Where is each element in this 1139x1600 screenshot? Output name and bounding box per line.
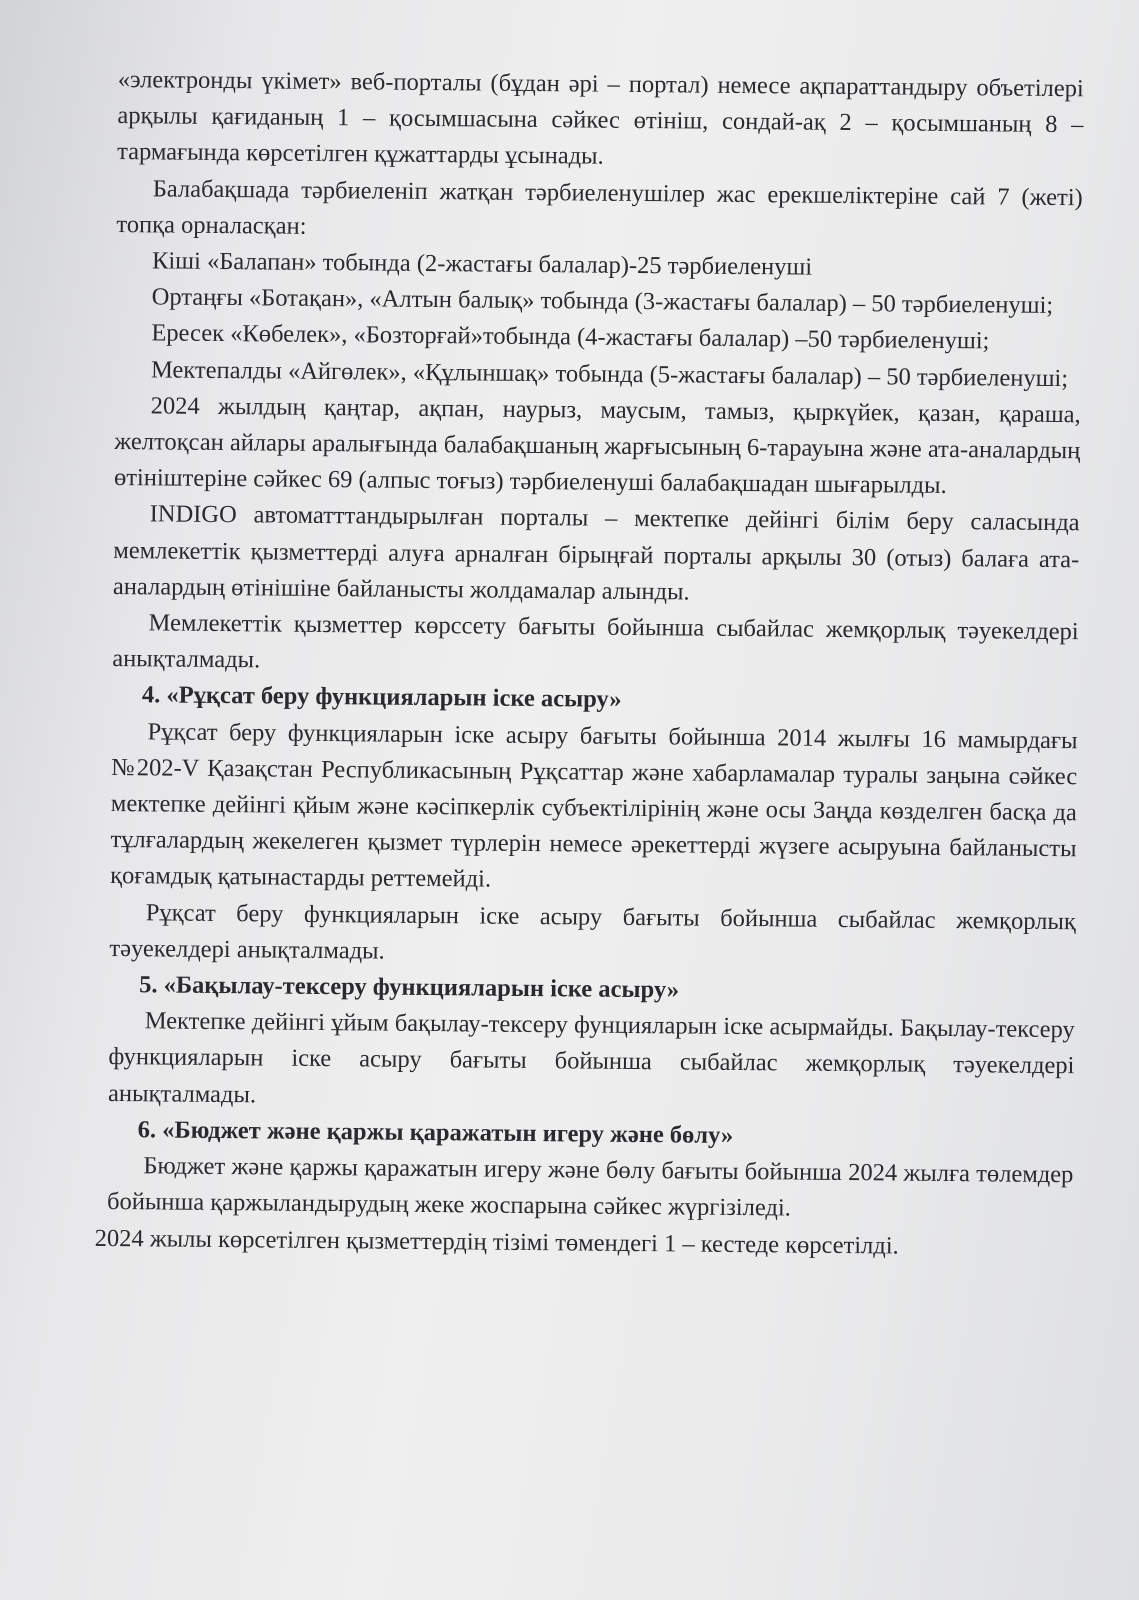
section-heading-6: 6. «Бюджет және қаржы қаражатын игеру және бөлу» [137,1116,734,1149]
paragraph: Мектепке дейінгі ұйым бақылау-тексеру фунцияларын іске асырмайды. Бақылау-тексеру функцияларын іске асыру бағыты бойынша сыбайлас жемқорлық тәуекелдері анықталмады. [107,1007,1075,1109]
paragraph: Ортаңғы «Ботақан», «Алтын балық» тобында (3-жастағы балалар) – 50 тәрбиеленуші; [151,283,1054,320]
section-heading-4: 4. «Рұқсат беру функцияларын іске асыру» [141,681,622,714]
paragraph: INDIGO автоматттандырылған порталы – мектепке дейінгі білім беру саласында мемлекеттік қызметтерді алуға арналған бірыңғай порталы арқылы 30 (отыз) балаға ата-аналардың өтінішіне байланысты жолдамалар алынды. [112,500,1080,606]
paragraph: Балабақшада тәрбиеленіп жатқан тәрбиеленушілер жас ерекшеліктеріне сай 7 (жеті) топқа орналасқан: [116,174,1083,240]
section-heading-5: 5. «Бақылау-тексеру функцияларын іске асыру» [139,971,680,1004]
paragraph: «электронды үкімет» веб-порталы (бұдан әрі – портал) немесе ақпараттандыру объетілері арқылы қағиданың 1 – қосымшасына сәйкес өтініш, сондай-ақ 2 – қосымшаның 8 – тармағында көрсетілген құжаттарды ұсынады. [117,65,1084,171]
paragraph: Мектепалды «Айгөлек», «Құлыншақ» тобында (5-жастағы балалар) – 50 тәрбиеленуші; [150,355,1069,392]
paragraph: Рұқсат беру функцияларын іске асыру бағыты бойынша сыбайлас жемқорлық тәуекелдері анықталмады. [109,898,1076,965]
closing-line: 2024 жылы көрсетілген қызметтердің тізімі төмендегі 1 – кестеде көрсетілді. [94,1224,899,1260]
paragraph: 2024 жылдың қаңтар, ақпан, наурыз, маусым, тамыз, қыркүйек, қазан, қараша, желтоқсан айлары аралығында балабақшаның жарғысының 6-тарауына және ата-аналардың өтініштеріне сәйкес 69 (алпыс тоғыз) тәрбиеленуші балабақшадан шығарылды. [113,392,1081,500]
paragraph: Мемлекеттік қызметтер көрссету бағыты бойынша сыбайлас жемқорлық тәуекелдері анықталмады. [112,609,1079,674]
paragraph: Бюджет және қаржы қаражатын игеру және бөлу бағыты бойынша 2024 жылға төлемдер бойынша қаржыландырудың жеке жоспарына сәйкес жүргізіледі. [106,1152,1074,1222]
paragraph: Рұқсат беру функцияларын іске асыру бағыты бойынша 2014 жылғы 16 мамырдағы №202-V Қазақстан Республикасының Рұқсаттар және хабарламалар туралы заңына сәйкес мектепке дейінгі қйым және кәсіпкерлік субъектілірінің және осы Заңда көзделген басқа да тұлғалардың жекелеген қызмет түрлерін немесе әрекеттерді жүзеге асыруына байланысты қоғамдық қатынастарды реттемейді. [110,717,1078,894]
paragraph: Ересек «Көбелек», «Бозторғай»тобында (4-жастағы балалар) –50 тәрбиеленуші; [151,319,990,355]
document-body [94,62,1084,1266]
paragraph: Кіші «Балапан» тобында (2-жастағы балалар)-25 тәрбиеленуші [151,247,813,281]
